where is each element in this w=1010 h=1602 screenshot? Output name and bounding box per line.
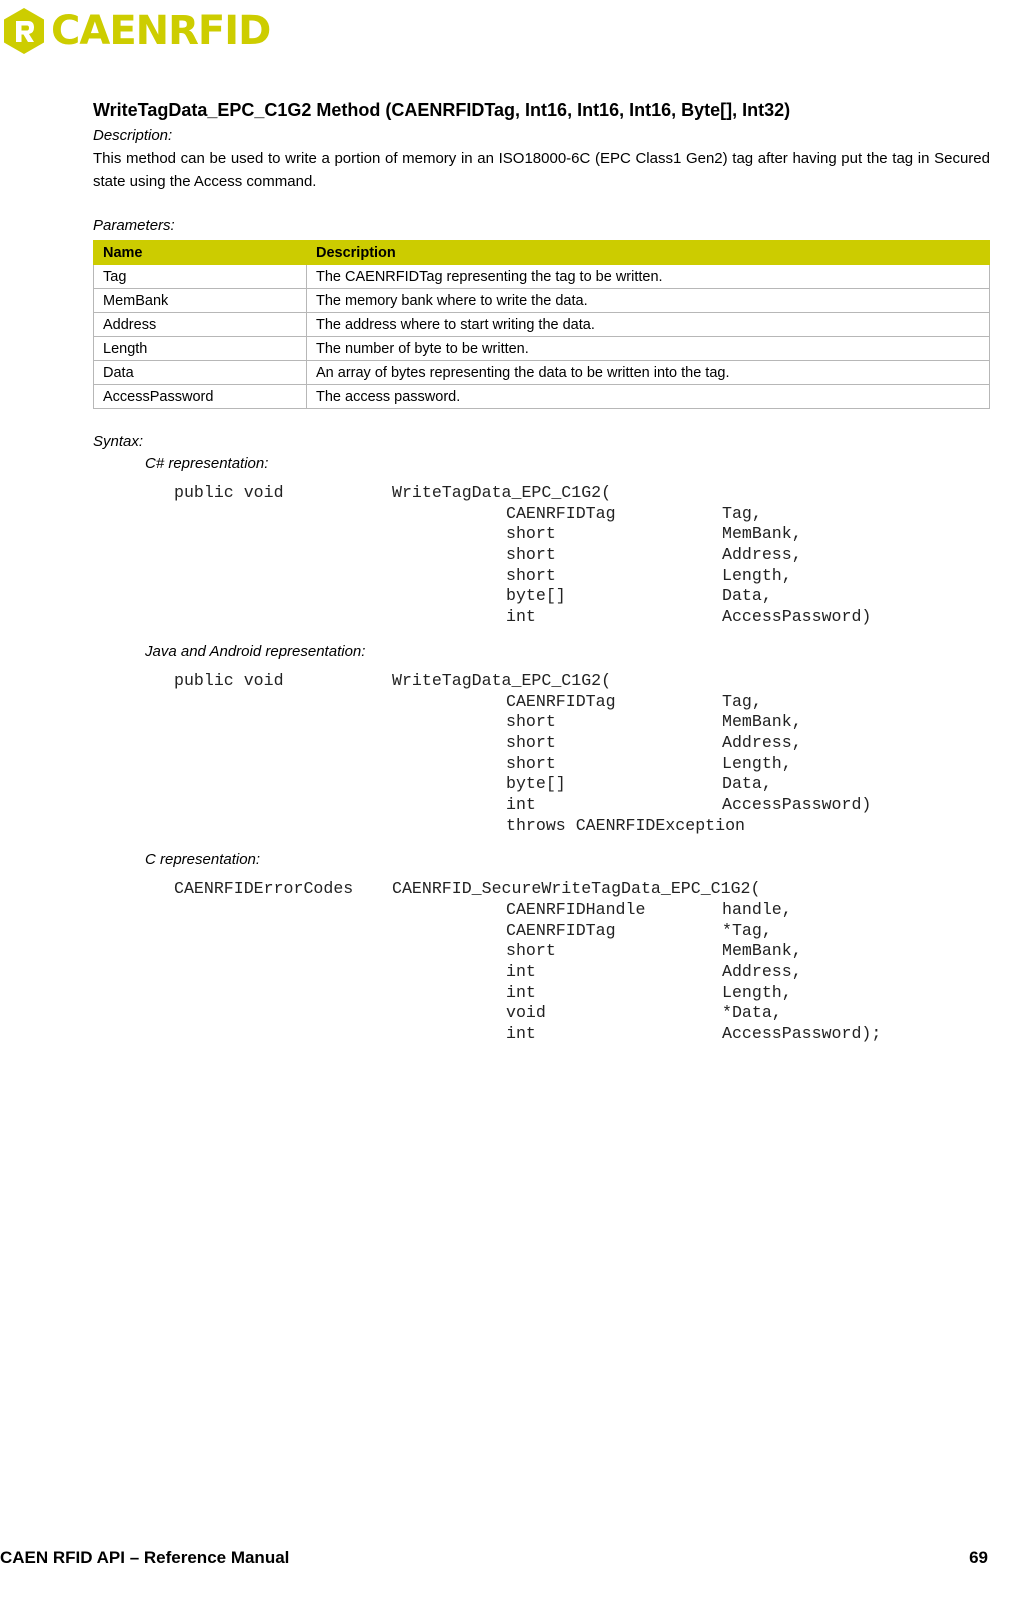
code-line	[174, 816, 990, 837]
code-token	[392, 692, 506, 713]
code-line	[174, 671, 990, 692]
param-name-cell: Tag	[94, 265, 307, 289]
code-line	[174, 545, 990, 566]
code-token	[174, 962, 392, 983]
code-line	[174, 795, 990, 816]
code-token: *Data,	[722, 1003, 782, 1023]
param-description-cell: The address where to start writing the data.	[307, 313, 990, 337]
code-token: CAENRFID_SecureWriteTagData_EPC_C1G2(	[392, 879, 761, 899]
param-description-cell: The CAENRFIDTag representing the tag to be written.	[307, 265, 990, 289]
code-token: AccessPassword);	[722, 1024, 882, 1044]
param-name-cell: Address	[94, 313, 307, 337]
code-token	[174, 504, 392, 525]
code-token	[506, 671, 722, 692]
code-line	[174, 879, 990, 900]
code-token: MemBank,	[722, 524, 802, 544]
code-token	[174, 816, 392, 837]
code-token	[392, 941, 506, 962]
code-token: int	[506, 607, 536, 627]
code-token: short	[506, 712, 556, 732]
code-token	[392, 1024, 506, 1045]
code-token: Address,	[722, 732, 802, 752]
code-token	[392, 607, 506, 628]
code-token	[174, 692, 392, 713]
description-label: Description:	[93, 127, 173, 144]
code-line	[174, 983, 990, 1004]
param-name-cell: AccessPassword	[94, 385, 307, 409]
code-token	[392, 816, 506, 837]
code-token	[174, 607, 392, 628]
code-token: Length,	[722, 982, 792, 1002]
code-token: int	[506, 1024, 536, 1044]
code-token: CAENRFIDErrorCodes	[174, 879, 354, 899]
code-token: byte[]	[506, 774, 566, 794]
code-token	[392, 712, 506, 733]
syntax-label: Syntax:	[93, 433, 144, 450]
code-line	[174, 941, 990, 962]
code-token: int	[506, 982, 536, 1002]
table-row	[94, 337, 990, 361]
column-header-description: Description	[307, 241, 990, 265]
column-header-name: Name	[94, 241, 307, 265]
code-token: Data,	[722, 774, 772, 794]
footer-manual-title: CAEN RFID API – Reference Manual	[0, 1548, 290, 1567]
code-token	[174, 733, 392, 754]
csharp-label: C# representation:	[145, 455, 269, 472]
code-token	[392, 566, 506, 587]
logo-wordmark: CAENRFID	[51, 8, 271, 54]
code-token	[506, 483, 722, 504]
code-token	[174, 545, 392, 566]
code-line	[174, 962, 990, 983]
code-line	[174, 607, 990, 628]
code-token: Address,	[722, 962, 802, 982]
code-token: CAENRFIDTag	[506, 691, 616, 711]
footer-page-number: 69	[969, 1548, 988, 1567]
csharp-code-block	[174, 483, 990, 628]
table-row	[94, 289, 990, 313]
code-token: Length,	[722, 753, 792, 773]
code-token	[174, 586, 392, 607]
table-row	[94, 313, 990, 337]
code-line	[174, 483, 990, 504]
java-label: Java and Android representation:	[145, 642, 366, 660]
code-line	[174, 733, 990, 754]
code-token: short	[506, 524, 556, 544]
code-token	[392, 504, 506, 525]
code-line	[174, 504, 990, 525]
method-section	[93, 98, 990, 1045]
table-header-row	[94, 241, 990, 265]
param-description-cell: An array of bytes representing the data to be written into the tag.	[307, 361, 990, 385]
code-token: CAENRFIDTag	[506, 503, 616, 523]
code-line	[174, 586, 990, 607]
param-name-cell: Data	[94, 361, 307, 385]
code-token	[174, 566, 392, 587]
csharp-syntax	[145, 453, 990, 628]
code-token	[174, 1024, 392, 1045]
code-token	[174, 941, 392, 962]
code-token	[174, 983, 392, 1004]
code-token: WriteTagData_EPC_C1G2(	[392, 483, 612, 502]
code-token	[392, 733, 506, 754]
code-line	[174, 692, 990, 713]
code-token	[174, 774, 392, 795]
code-token	[174, 524, 392, 545]
param-name-cell: MemBank	[94, 289, 307, 313]
code-token: Tag,	[722, 503, 762, 523]
code-line	[174, 566, 990, 587]
code-token	[392, 545, 506, 566]
code-token: void	[506, 1003, 546, 1023]
c-label: C representation:	[145, 851, 261, 869]
table-row	[94, 385, 990, 409]
code-token	[392, 962, 506, 983]
code-token: int	[506, 962, 536, 982]
code-line	[174, 774, 990, 795]
code-token: Address,	[722, 545, 802, 565]
code-token: byte[]	[506, 586, 566, 606]
param-description-cell: The number of byte to be written.	[307, 337, 990, 361]
code-token: MemBank,	[722, 712, 802, 732]
code-token: public void	[174, 483, 284, 502]
code-token	[174, 1003, 392, 1024]
c-code-block	[174, 879, 990, 1045]
code-token	[392, 983, 506, 1004]
code-token: handle,	[722, 900, 792, 919]
code-token: public void	[174, 670, 284, 690]
code-token: AccessPassword)	[722, 794, 872, 814]
code-token: throws CAENRFIDException	[506, 815, 745, 835]
code-token: short	[506, 753, 556, 773]
code-token: CAENRFIDHandle	[506, 900, 646, 919]
code-token	[174, 754, 392, 775]
code-line	[174, 712, 990, 733]
code-token	[392, 795, 506, 816]
code-line	[174, 921, 990, 942]
code-token: Length,	[722, 565, 792, 585]
code-token	[392, 1003, 506, 1024]
code-token: short	[506, 941, 556, 961]
code-token	[392, 524, 506, 545]
code-line	[174, 1003, 990, 1024]
code-token: CAENRFIDTag	[506, 920, 616, 940]
java-code-block	[174, 671, 990, 837]
code-token: Data,	[722, 586, 772, 606]
code-token	[392, 586, 506, 607]
code-token: Tag,	[722, 691, 762, 711]
code-token: short	[506, 545, 556, 565]
parameters-label: Parameters:	[93, 217, 175, 234]
code-line	[174, 1024, 990, 1045]
code-token	[506, 879, 722, 900]
java-syntax	[145, 641, 990, 837]
code-token	[174, 921, 392, 942]
caenrfid-logo-mark-icon	[2, 7, 46, 55]
param-description-cell: The access password.	[307, 385, 990, 409]
parameters-table	[93, 240, 990, 409]
code-token: AccessPassword)	[722, 607, 872, 627]
code-line	[174, 754, 990, 775]
c-syntax	[145, 849, 990, 1045]
code-token: short	[506, 565, 556, 585]
code-token	[392, 900, 506, 921]
table-row	[94, 265, 990, 289]
code-token: short	[506, 732, 556, 752]
code-token	[174, 900, 392, 921]
description-text: This method can be used to write a portion of memory in an ISO18000-6C (EPC Class1 Gen2) tag after having put the tag in Secured state using the Access command.	[93, 150, 990, 190]
code-token	[392, 754, 506, 775]
code-token: *Tag,	[722, 920, 772, 940]
caenrfid-logo	[2, 6, 270, 56]
param-description-cell: The memory bank where to write the data.	[307, 289, 990, 313]
code-line	[174, 900, 990, 921]
param-name-cell: Length	[94, 337, 307, 361]
code-token	[392, 774, 506, 795]
code-token: int	[506, 794, 536, 814]
code-token	[174, 795, 392, 816]
method-title: WriteTagData_EPC_C1G2 Method (CAENRFIDTag, Int16, Int16, Int16, Byte[], Int32)	[93, 100, 791, 120]
code-token	[392, 921, 506, 942]
code-line	[174, 524, 990, 545]
code-token	[174, 712, 392, 733]
code-token: MemBank,	[722, 941, 802, 961]
table-row	[94, 361, 990, 385]
code-token: WriteTagData_EPC_C1G2(	[392, 670, 612, 690]
